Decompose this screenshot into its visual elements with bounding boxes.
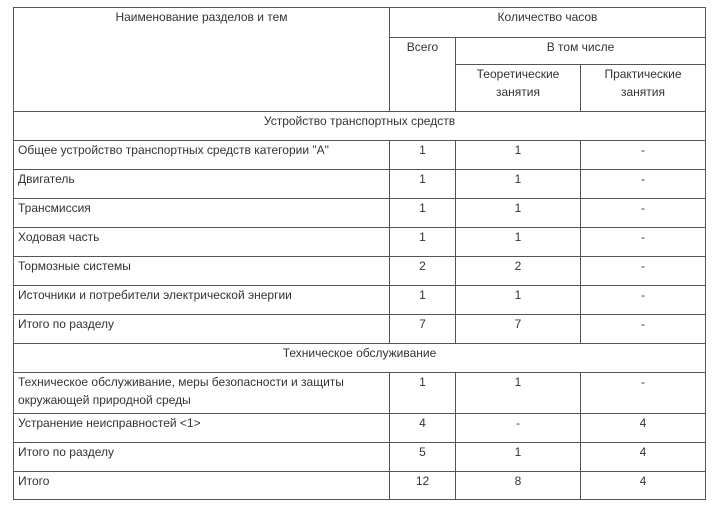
header-practice-column: Практические занятия [581,65,706,112]
row-total: 4 [390,414,456,443]
subtotal-row [14,443,706,472]
row-theory: 1 [456,170,581,199]
row-practice: - [581,373,706,414]
row-total: 1 [390,170,456,199]
row-theory: 8 [456,472,581,500]
table-row [14,373,706,414]
row-name: Источники и потребители электрической энергии [14,286,390,315]
row-total: 1 [390,228,456,257]
row-total: 1 [390,141,456,170]
row-name: Общее устройство транспортных средств категории "А" [14,141,390,170]
grand-total-row [14,472,706,500]
table-row [14,414,706,443]
row-name: Итого по разделу [14,315,390,344]
row-practice: - [581,170,706,199]
row-name: Устранение неисправностей <1> [14,414,390,443]
row-practice: - [581,141,706,170]
row-practice: - [581,257,706,286]
row-name: Двигатель [14,170,390,199]
row-practice: 4 [581,414,706,443]
row-name: Трансмиссия [14,199,390,228]
header-theory-column: Теоретические занятия [456,65,581,112]
row-theory: 1 [456,228,581,257]
row-theory: 1 [456,286,581,315]
row-practice: - [581,286,706,315]
row-total: 7 [390,315,456,344]
row-practice: - [581,315,706,344]
row-total: 1 [390,286,456,315]
row-theory: 1 [456,443,581,472]
table-row [14,286,706,315]
table-row [14,228,706,257]
table-row [14,199,706,228]
row-theory: 1 [456,141,581,170]
row-name: Тормозные системы [14,257,390,286]
section-title: Устройство транспортных средств [14,112,706,141]
table-row [14,141,706,170]
table-row [14,170,706,199]
row-theory: 1 [456,199,581,228]
row-theory: - [456,414,581,443]
subtotal-row [14,315,706,344]
section-title: Техническое обслуживание [14,344,706,373]
row-name: Итого [14,472,390,500]
row-theory: 7 [456,315,581,344]
row-total: 2 [390,257,456,286]
header-hours-column: Количество часов [390,8,706,38]
row-name: Ходовая часть [14,228,390,257]
row-theory: 1 [456,373,581,414]
table-row [14,257,706,286]
hours-table [13,7,706,500]
row-theory: 2 [456,257,581,286]
row-practice: - [581,199,706,228]
header-including-column: В том числе [456,38,706,65]
header-name-column: Наименование разделов и тем [14,8,390,112]
row-practice: 4 [581,472,706,500]
row-total: 1 [390,199,456,228]
row-total: 12 [390,472,456,500]
row-name: Техническое обслуживание, меры безопасности и защиты окружающей природной среды [14,373,390,414]
row-practice: - [581,228,706,257]
row-total: 1 [390,373,456,414]
row-name: Итого по разделу [14,443,390,472]
row-total: 5 [390,443,456,472]
header-total-column: Всего [390,38,456,112]
row-practice: 4 [581,443,706,472]
